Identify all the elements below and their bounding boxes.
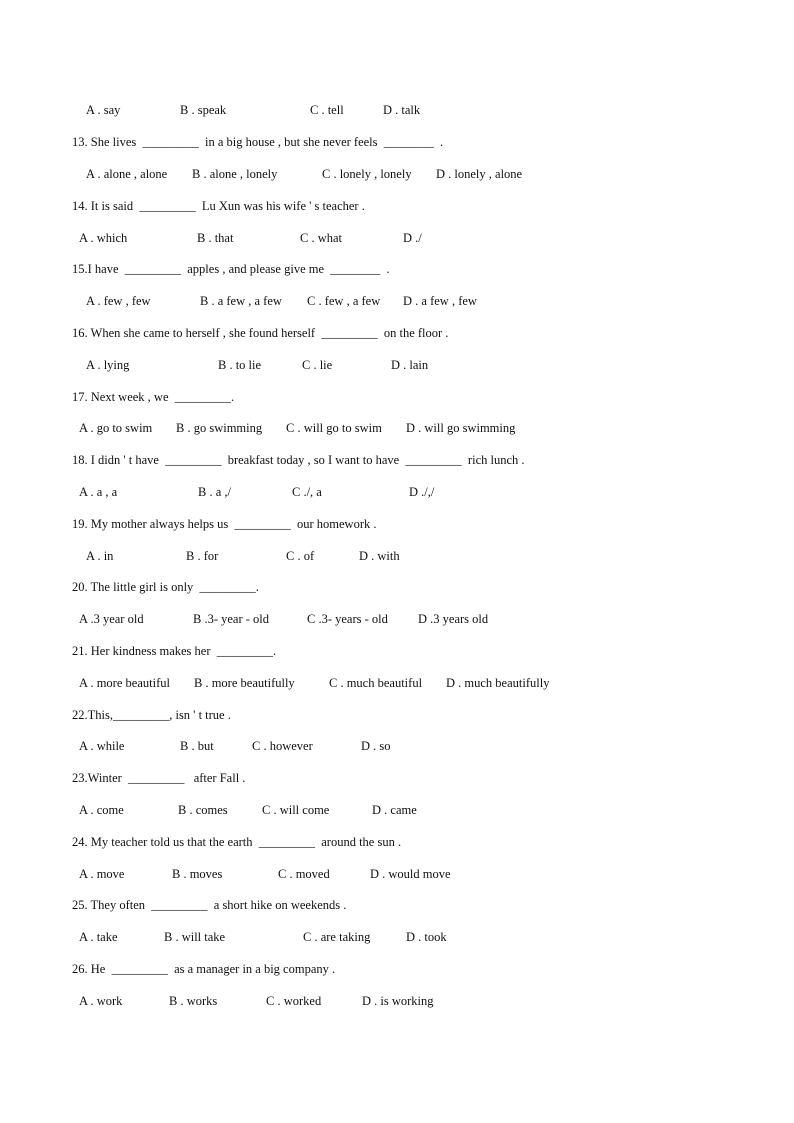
option-a: A . come	[79, 803, 124, 817]
option-c: C ./, a	[292, 485, 322, 499]
question-text: 20. The little girl is only _________.	[72, 580, 259, 594]
option-c: C . worked	[266, 994, 322, 1008]
option-d: D ./	[403, 231, 422, 245]
question-text: 16. When she came to herself , she found herself _________ on the floor .	[72, 326, 449, 340]
option-a: A . few , few	[86, 294, 151, 308]
option-a: A . move	[79, 867, 125, 881]
option-c: C . lie	[302, 358, 333, 372]
question-text: 19. My mother always helps us _________ our homework .	[72, 517, 377, 531]
option-b: B . works	[169, 994, 218, 1008]
question-text: 15.I have _________ apples , and please give me ________ .	[72, 262, 390, 276]
option-d: D . a few , few	[403, 294, 477, 308]
option-a: A . while	[79, 739, 125, 753]
option-b: B . to lie	[218, 358, 262, 372]
option-b: B .3- year - old	[193, 612, 270, 626]
option-c: C . are taking	[303, 930, 371, 944]
question-text: 25. They often _________ a short hike on weekends .	[72, 898, 347, 912]
option-b: B . more beautifully	[194, 676, 295, 690]
option-d: D . would move	[370, 867, 451, 881]
option-d: D . took	[406, 930, 447, 944]
option-b: B . for	[186, 549, 219, 563]
option-d: D .3 years old	[418, 612, 489, 626]
option-c: C . will go to swim	[286, 421, 382, 435]
option-a: A . take	[79, 930, 118, 944]
question-text: 14. It is said _________ Lu Xun was his wife ' s teacher .	[72, 199, 365, 213]
question-text: 18. I didn ' t have _________ breakfast today , so I want to have _________ rich lunch .	[72, 453, 525, 467]
option-d: D . came	[372, 803, 417, 817]
question-text: 26. He _________ as a manager in a big company .	[72, 962, 336, 976]
option-d: D . talk	[383, 103, 421, 117]
option-a: A . a , a	[79, 485, 118, 499]
question-text: 23.Winter _________ after Fall .	[72, 771, 246, 785]
question-text: 17. Next week , we _________.	[72, 390, 235, 404]
option-c: C . few , a few	[307, 294, 381, 308]
option-c: C .3- years - old	[307, 612, 388, 626]
option-c: C . however	[252, 739, 313, 753]
option-c: C . will come	[262, 803, 330, 817]
option-b: B . a ,/	[198, 485, 231, 499]
option-d: D ./,/	[409, 485, 435, 499]
option-b: B . comes	[178, 803, 228, 817]
option-c: C . much beautiful	[329, 676, 423, 690]
option-b: B . a few , a few	[200, 294, 282, 308]
option-d: D . lonely , alone	[436, 167, 523, 181]
option-d: D . much beautifully	[446, 676, 550, 690]
option-a: A . more beautiful	[79, 676, 170, 690]
question-text: 21. Her kindness makes her _________.	[72, 644, 277, 658]
option-a: A . alone , alone	[86, 167, 168, 181]
option-b: B . will take	[164, 930, 226, 944]
option-b: B . but	[180, 739, 214, 753]
option-a: A . say	[86, 103, 121, 117]
option-b: B . moves	[172, 867, 223, 881]
option-a: A . in	[86, 549, 114, 563]
option-d: D . will go swimming	[406, 421, 516, 435]
option-a: A . work	[79, 994, 123, 1008]
question-text: 13. She lives _________ in a big house , but she never feels ________ .	[72, 135, 444, 149]
option-a: A .3 year old	[79, 612, 144, 626]
option-c: C . tell	[310, 103, 344, 117]
option-c: C . lonely , lonely	[322, 167, 412, 181]
option-c: C . of	[286, 549, 315, 563]
option-b: B . alone , lonely	[192, 167, 278, 181]
option-a: A . lying	[86, 358, 130, 372]
option-b: B . go swimming	[176, 421, 263, 435]
option-d: D . with	[359, 549, 400, 563]
question-text: 24. My teacher told us that the earth _________ around the sun .	[72, 835, 402, 849]
option-b: B . speak	[180, 103, 227, 117]
question-text: 22.This,_________, isn ' t true .	[72, 708, 231, 722]
option-a: A . which	[79, 231, 128, 245]
option-d: D . lain	[391, 358, 429, 372]
option-b: B . that	[197, 231, 234, 245]
option-c: C . moved	[278, 867, 330, 881]
option-d: D . so	[361, 739, 391, 753]
option-d: D . is working	[362, 994, 434, 1008]
option-c: C . what	[300, 231, 343, 245]
option-a: A . go to swim	[79, 421, 153, 435]
